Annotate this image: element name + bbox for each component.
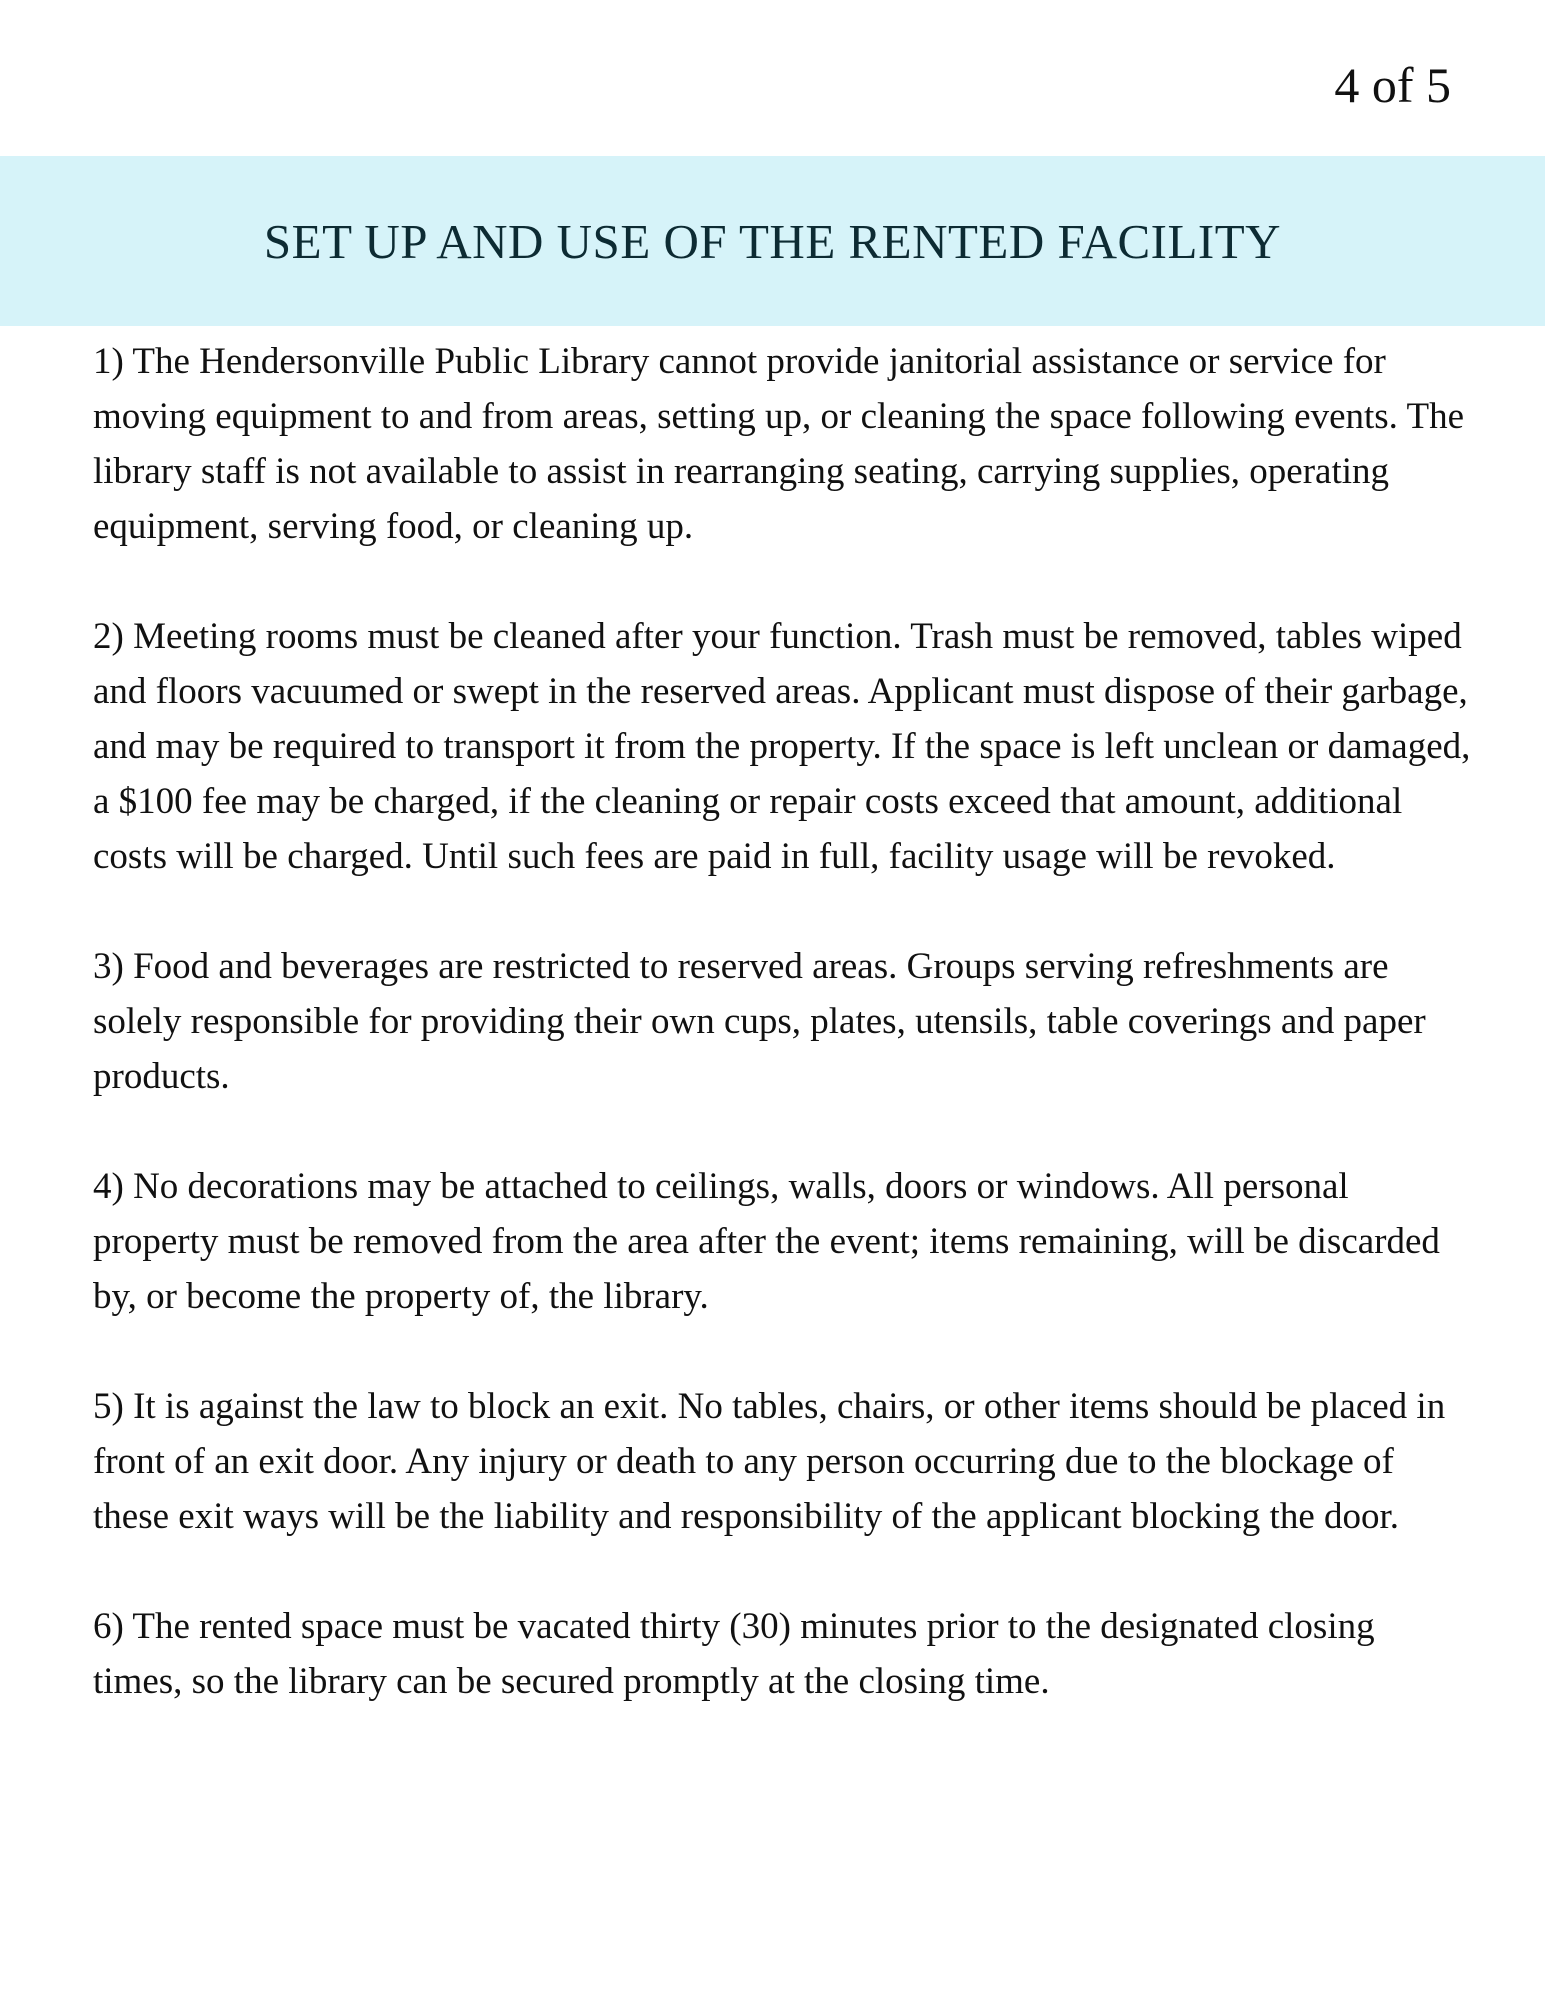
section-header-band xyxy=(0,156,1545,326)
section-title: SET UP AND USE OF THE RENTED FACILITY xyxy=(263,213,1282,269)
rule-5-paragraph: 5) It is against the law to block an exit. No tables, chairs, or other items should be placed in front of an exit door. Any injury or death to any person occurring due to the blockage of these exit ways will be the liability and responsibility of the applicant blocking the door. xyxy=(93,1386,1446,1537)
page-number: 4 of 5 xyxy=(1334,57,1451,113)
rule-1-paragraph: 1) The Hendersonville Public Library cannot provide janitorial assistance or service for moving equipment to and from areas, setting up, or cleaning the space following events. The library staff is not available to assist in rearranging seating, carrying supplies, operating equipment, serving food, or cleaning up. xyxy=(93,341,1465,547)
rule-4-paragraph: 4) No decorations may be attached to ceilings, walls, doors or windows. All personal property must be removed from the area after the event; items remaining, will be discarded by, or become the property of, the library. xyxy=(93,1166,1440,1317)
rule-2-paragraph: 2) Meeting rooms must be cleaned after your function. Trash must be removed, tables wiped and floors vacuumed or swept in the reserved areas. Applicant must dispose of their garbage, and may be required to transport it from the property. If the space is left unclean or damaged, a $100 fee may be charged, if the cleaning or repair costs exceed that amount, additional costs will be charged. Until such fees are paid in full, facility usage will be revoked. xyxy=(93,616,1471,877)
rules-list xyxy=(93,334,1473,1764)
rule-6-paragraph: 6) The rented space must be vacated thirty (30) minutes prior to the designated closing times, so the library can be secured promptly at the closing time. xyxy=(93,1606,1375,1702)
rule-3-paragraph: 3) Food and beverages are restricted to reserved areas. Groups serving refreshments are solely responsible for providing their own cups, plates, utensils, table coverings and paper products. xyxy=(93,946,1426,1097)
